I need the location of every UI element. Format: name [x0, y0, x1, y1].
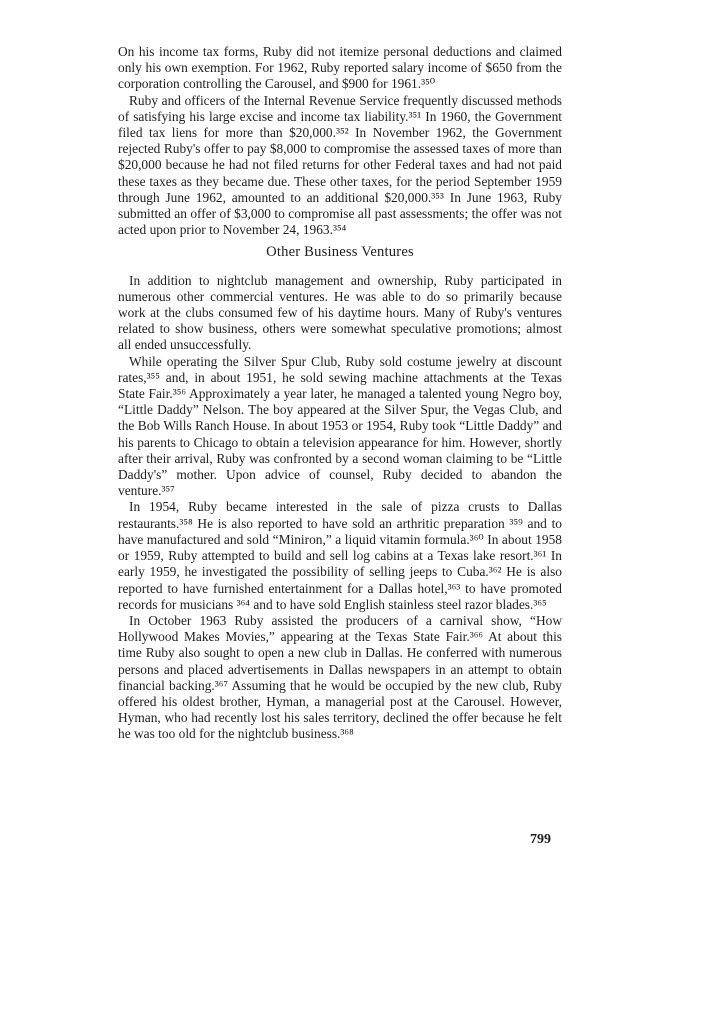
paragraph-irs-discussions: Ruby and officers of the Internal Revenue Service frequently discussed methods of satisfying his large excise and income tax liability.³⁵¹ In 1960, the Government filed tax liens for more than $20,000.³⁵² In November 1962, the Government rejected Ruby's offer to pay $8,000 to compromise the assessed taxes of more than $20,000 because he had not filed returns for other Federal taxes and had not paid these taxes as they became due. These other taxes, for the period September 1959 through June 1962, amounted to an additional $20,000.³⁵³ In June 1963, Ruby submitted an offer of $3,000 to compromise all past assessments; the offer was not acted upon prior to November 24, 1963.³⁵⁴ — [118, 92, 562, 238]
document-page — [118, 44, 562, 743]
paragraph-pizza-crusts: In 1954, Ruby became interested in the sale of pizza crusts to Dallas restaurants.³⁵⁸ He is also reported to have sold an arthritic preparation ³⁵⁹ and to have manufactured and sold “Miniron,” a liquid vitamin formula.³⁶⁰ In about 1958 or 1959, Ruby attempted to build and sell log cabins at a Texas lake resort.³⁶¹ In early 1959, he investigated the possibility of selling jeeps to Cuba.³⁶² He is also reported to have furnished entertainment for a Dallas hotel,³⁶³ to have promoted records for musicians ³⁶⁴ and to have sold English stainless steel razor blades.³⁶⁵ — [118, 499, 562, 612]
paragraph-carnival-show: In October 1963 Ruby assisted the producers of a carnival show, “How Hollywood Makes Movies,” appearing at the Texas State Fair.³⁶⁶ At about this time Ruby also sought to open a new club in Dallas. He conferred with numerous persons and placed advertisements in Dallas newspapers in an attempt to obtain financial backing.³⁶⁷ Assuming that he would be occupied by the new club, Ruby offered his oldest brother, Hyman, a managerial post at the Carousel. However, Hyman, who had recently lost his sales territory, declined the offer because he felt he was too old for the nightclub business.³⁶⁸ — [118, 612, 562, 742]
paragraph-silver-spur: While operating the Silver Spur Club, Ruby sold costume jewelry at discount rates,³⁵⁵ and, in about 1951, he sold sewing machine attachments at the Texas State Fair.³⁵⁶ Approximately a year later, he managed a talented young Negro boy, “Little Daddy” Nelson. The boy appeared at the Silver Spur, the Vegas Club, and the Bob Wills Ranch House. In about 1953 or 1954, Ruby took “Little Daddy” and his parents to Chicago to obtain a television appearance for him. However, shortly after their arrival, Ruby was confronted by a second woman claiming to be “Little Daddy's” mother. Upon advice of counsel, Ruby decided to abandon the venture.³⁵⁷ — [118, 353, 562, 499]
page-number: 799 — [530, 832, 551, 847]
section-heading: Other Business Ventures — [266, 244, 414, 261]
paragraph-income-tax-forms: On his income tax forms, Ruby did not itemize personal deductions and claimed only his own exemption. For 1962, Ruby reported salary income of $650 from the corporation controlling the Carousel, and $900 for 1961.³⁵⁰ — [118, 44, 562, 92]
paragraph-commercial-ventures: In addition to nightclub management and ownership, Ruby participated in numerous other commercial ventures. He was able to do so primarily because work at the clubs consumed few of his daytime hours. Many of Ruby's ventures related to show business, others were somewhat speculative promotions; almost all ended unsuccessfully. — [118, 272, 562, 353]
